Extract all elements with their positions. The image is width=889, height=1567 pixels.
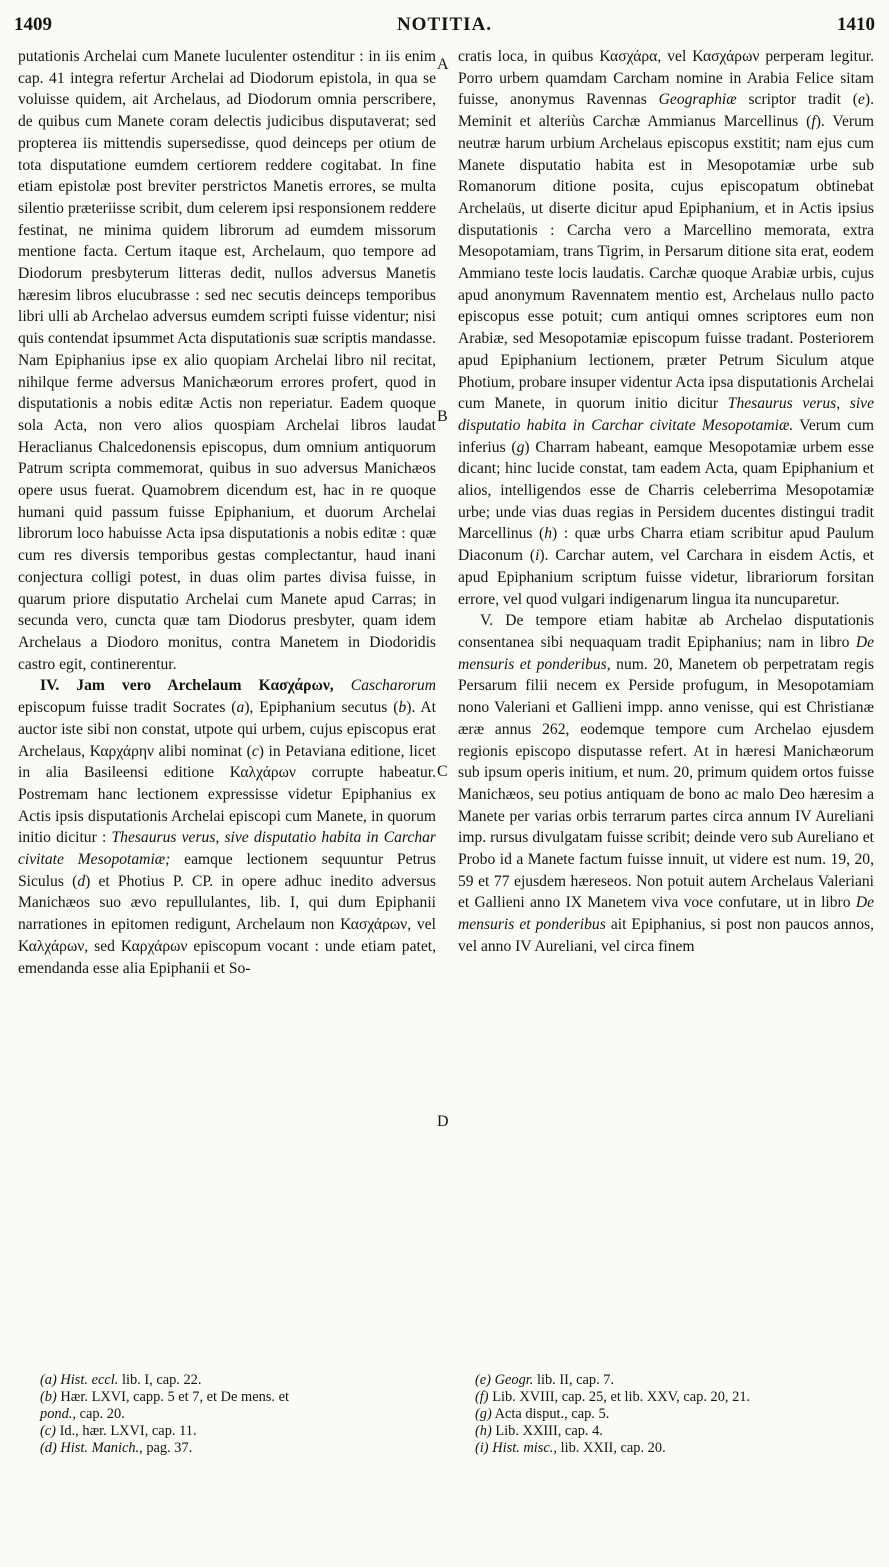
paragraph: cratis loca, in quibus Κασχάρα, vel Κασχάρων perperam legitur. Porro urbem quamdam Carcham nomine in Arabia Felice sitam fuisse, anonymus Ravennas Geographiæ scriptor tradit (e). Meminit et alteriùs Carchæ Ammianus Marcellinus (f). Verum neutræ harum urbium Archelaus episcopus exstitit; nam ejus cum Manete disputatio habita est in Mesopotamiæ urbe sub Romanorum ditione posita, cujus episcopatum obtinebat Archelaüs, ut diserte dicitur apud Epiphanium, et in Actis ipsius disputationis : Carcha vero a Marcellino memorata, extra Mesopotamiam, trans Tigrim, in Persarum ditione sita erat, eodem Ammiano teste locis laudatis. Carchæ quoque Arabiæ urbis, cujus apud anonymum Ravennatem mentio est, Archelaus nullo pacto episcopus esse potuit; cum antiqui omnes scriptores eum non Arabiæ, sed Mesopotamiæ episcopum fuisse tradant. Posteriorem apud Epiphanium lectionem, præter Petrum Siculum atque Photium, probare insuper videntur Acta ipsa disputationis Archelai cum Manete, in quorum initio dicitur Thesaurus verus, sive disputatio habita in Carchar civitate Mesopotamiæ. Verum cum inferius (g) Charram habeant, eamque Mesopotamiæ urbem esse dicant; hinc lucide constat, tam eadem Acta, quam Epiphanium et alios, intelligendos esse de Charris celeberrima Mesopotamiæ urbe; unde vias duas regias in Persidem ducentes distingui tradit Marcellinus (h) : quæ urbs Charra etiam scribitur apud Paulum Diaconum (i). Carchar autem, vel Carchara in eisdem Actis, et apud Epiphanium scriptum fuisse videtur, librariorum forsitan errore, vel quod vulgari indigenarum lingua ita nuncuparetur. [458, 48, 875, 608]
left-column [18, 46, 436, 979]
page-number-right: 1410 [837, 14, 875, 35]
margin-letter-b: B [437, 408, 448, 425]
section-v-paragraph: V. De tempore etiam habitæ ab Archelao disputationis consentanea sibi nequaquam tradit Epiphanius; nam in libro De mensuris et ponderibus, num. 20, Manetem ob perpetratam regis Persarum filii necem ex Perside profugum, in Mesopotamiam nono Valeriani et Gallieni impp. anno venisse, qui est Christianæ æræ annus 262, eodemque tempore cum Archelao ejusdem regionis episcopo disputasse refert. At in hæresi Manichæorum sub ipsum operis initium, et num. 20, primum quidem ortos fuisse Manichæos, seu potius antiquam de bono ac malo Deo hæresim a Manete per varias orbis terrarum partes circa annum IV Aureliani imp. rursus divulgatam fuisse scribit; deinde vero sub Aureliano et Probo id a Manete factum fuisse innuit, ut videre est num. 19, 20, 59 et 77 ejusdem hæreseos. Non potuit autem Archelaus Valeriani et Gallieni anno IX Manetem viva voce confutare, ut in libro De mensuris et ponderibus ait Epiphanius, si post non paucos annos, vel anno IV Aureliani, vel circa finem [458, 612, 875, 955]
margin-letter-c: C [437, 763, 448, 780]
footnote: (c) Id., hær. LXVI, cap. 11. [40, 1423, 197, 1439]
running-title: NOTITIA. [396, 14, 493, 35]
footnote: (g) Acta disput., cap. 5. [475, 1406, 610, 1422]
footnote: pond., cap. 20. [40, 1406, 125, 1422]
footnote: (i) Hist. misc., lib. XXII, cap. 20. [475, 1440, 666, 1456]
footnote: (b) Hær. LXVI, capp. 5 et 7, et De mens. et [40, 1389, 289, 1405]
footnotes-left [40, 1372, 450, 1457]
footnote: (h) Lib. XXIII, cap. 4. [475, 1423, 603, 1439]
page-number-left: 1409 [14, 14, 52, 35]
footnote: (e) Geogr. lib. II, cap. 7. [475, 1372, 615, 1388]
footnote: (a) Hist. eccl. lib. I, cap. 22. [40, 1372, 202, 1388]
right-column [458, 46, 874, 958]
paragraph: putationis Archelai cum Manete luculenter ostenditur : in iis enim cap. 41 integra refertur Archelai ad Diodorum epistola, in qua se voluisse quidem, ait Archelaus, ad Diodorum omnia perscribere, de quibus cum Manete coram delectis judicibus disputaverat; sed propterea iis mittendis supersedisse, quod deinceps per otium de tota disputatione eumdem certiorem reddere cogitabat. In fine etiam epistolæ post breviter perstrictos Manetis errores, se multa silentio præteriisse scribit, dum celerem ipsi responsionem reddere festinat, ne minima quidem librorum ad eumdem missorum mentione facta. Certum itaque est, Archelaum, quo tempore ad Diodorum presbyterum litteras dedit, nullos adversus Manetis hæresim libros elucubrasse : sed nec secutis deinceps temporibus libri ulli ab Archelao adversus eumdem scripti fuisse videntur; nisi quis contendat ipsummet Acta disputationis suæ scriptis mandasse. Nam Epiphanius ipse ex alio quopiam Archelai libro nil recitat, nihilque ferme adversus Manichæorum errores profert, quod in disputationis a nobis editæ Actis non reperiatur. Eadem quoque sola Acta, non vero alios quospiam Archelai libros laudat Heraclianus Chalcedonensis episcopus, dum omnium antiquorum Patrum scripta commemorat, quibus in suo adversus Manichæos opere usus fuerat. Quamobrem dicendum est, hac in re quoque humani quid passum fuisse Epiphanium, et duorum Archelai librorum loco habuisse Acta ipsa disputationis a nobis editæ : quæ cum res diversis temporibus gestas complectantur, haud inani conjectura colligi potest, in duas olim partes divisa fuisse, in quarum priore disputatio Archelai cum Manete apud Carras; in secunda vero, cuncta quæ tam Diodorus presbyter, quam idem Archelaus a Diodoro monitus, contra Manetem in Diodoridis castro egit, continerentur. [18, 48, 436, 673]
margin-letter-a: A [437, 56, 449, 73]
margin-letter-d: D [437, 1113, 449, 1130]
section-iv-paragraph: IV. Jam vero Archelaum Κασχάρων, Cascharorum episcopum fuisse tradit Socrates (a), Epiphanium secutus (b). At auctor iste sibi non constat, utpote qui urbem, cujus episcopus erat Archelaus, Καρχάρην alibi nominat (c) in Petaviana editione, licet in alia Basileensi editione Καλχάρων corrupte habeatur. Postremam hanc lectionem expressisse videtur Epiphanius ex Actis ipsis disputationis Archelai episcopi cum Manete, in quorum initio dicitur : Thesaurus verus, sive disputatio habita in Carchar civitate Mesopotamiæ; eamque lectionem sequuntur Petrus Siculus (d) et Photius P. CP. in opere adhuc inedito adversus Manichæos suo ævo repullulantes, lib. I, qui dum Epiphanii narrationes in epitomen redigunt, Archelaum non Κασχάρων, vel Καλχάρων, sed Καρχάρων episcopum vocant : unde etiam patet, emendanda esse alia Epiphanii et So- [18, 677, 437, 977]
footnote: (f) Lib. XVIII, cap. 25, et lib. XXV, cap. 20, 21. [475, 1389, 751, 1405]
footnote: (d) Hist. Manich., pag. 37. [40, 1440, 193, 1456]
footnotes-right [475, 1372, 885, 1457]
running-header [14, 14, 875, 44]
